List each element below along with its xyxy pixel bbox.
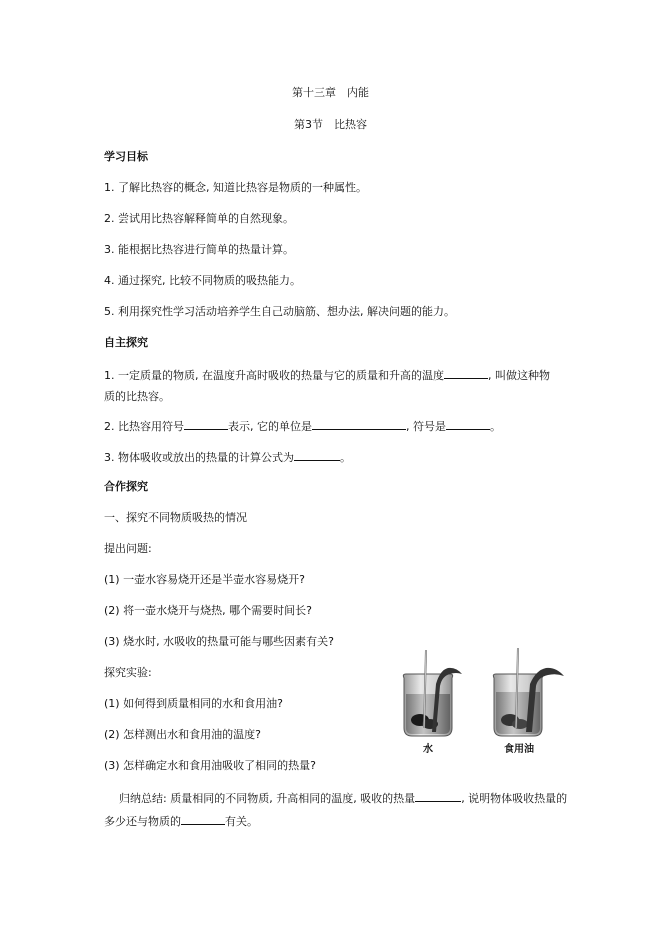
ask-question-3: (3) 烧水时, 水吸收的热量可能与哪些因素有关?	[104, 635, 334, 648]
summary-line-1	[119, 790, 567, 806]
q2-blank-1	[184, 418, 228, 430]
ask-question-1: (1) 一壶水容易烧开还是半壶水容易烧开?	[104, 573, 305, 586]
experiment-label: 探究实验:	[104, 666, 152, 679]
q1-text-a: 1. 一定质量的物质, 在温度升高时吸收的热量与它的质量和升高的温度	[104, 369, 444, 382]
goal-item-4: 4. 通过探究, 比较不同物质的吸热能力。	[104, 274, 301, 287]
goal-item-1: 1. 了解比热容的概念, 知道比热容是物质的一种属性。	[104, 181, 367, 194]
label-oil: 食用油	[504, 744, 534, 755]
q2-text-end: 。	[490, 420, 501, 433]
summary-blank-1	[415, 790, 461, 802]
beakers-figure	[396, 648, 586, 760]
summary-text-b: , 说明物体吸收热量的	[461, 792, 568, 805]
section-title: 第3节 比热容	[294, 118, 367, 131]
q1-blank	[444, 367, 488, 379]
q2-text-a: 2. 比热容用符号	[104, 420, 184, 433]
q2-text-b: 表示, 它的单位是	[228, 420, 312, 433]
ask-question-2: (2) 将一壶水烧开与烧热, 哪个需要时间长?	[104, 604, 312, 617]
experiment-question-1: (1) 如何得到质量相同的水和食用油?	[104, 697, 283, 710]
self-study-q1-line2: 质的比热容。	[104, 390, 170, 403]
summary-line-2	[104, 813, 258, 829]
self-study-q1	[104, 367, 550, 383]
self-study-q2	[104, 418, 501, 434]
q3-text-end: 。	[340, 451, 351, 464]
goals-heading: 学习目标	[104, 150, 148, 163]
summary-text-c: 多少还与物质的	[104, 815, 181, 828]
oil-beaker	[493, 648, 564, 736]
q2-text-c: , 符号是	[406, 420, 446, 433]
q2-blank-3	[446, 418, 490, 430]
q3-blank	[294, 449, 340, 461]
summary-blank-2	[181, 813, 225, 825]
chapter-title: 第十三章 内能	[292, 86, 369, 99]
experiment-question-2: (2) 怎样测出水和食用油的温度?	[104, 728, 261, 741]
q2-blank-2	[312, 418, 406, 430]
coop-heading: 合作探究	[104, 480, 148, 493]
label-water: 水	[423, 744, 433, 755]
water-beaker	[403, 650, 462, 736]
q1-text-b: , 叫做这种物	[487, 369, 550, 382]
goal-item-3: 3. 能根据比热容进行简单的热量计算。	[104, 243, 294, 256]
self-study-q3	[104, 449, 351, 465]
self-study-heading: 自主探究	[104, 336, 148, 349]
summary-text-d: 有关。	[225, 815, 258, 828]
goal-item-5: 5. 利用探究性学习活动培养学生自己动脑筋、想办法, 解决问题的能力。	[104, 305, 455, 318]
experiment-question-3: (3) 怎样确定水和食用油吸收了相同的热量?	[104, 759, 316, 772]
coop-subheading: 一、探究不同物质吸热的情况	[104, 511, 247, 524]
ask-label: 提出问题:	[104, 542, 152, 555]
summary-text-a: 归纳总结: 质量相同的不同物质, 升高相同的温度, 吸收的热量	[119, 792, 416, 805]
goal-item-2: 2. 尝试用比热容解释简单的自然现象。	[104, 212, 294, 225]
q3-text-a: 3. 物体吸收或放出的热量的计算公式为	[104, 451, 294, 464]
